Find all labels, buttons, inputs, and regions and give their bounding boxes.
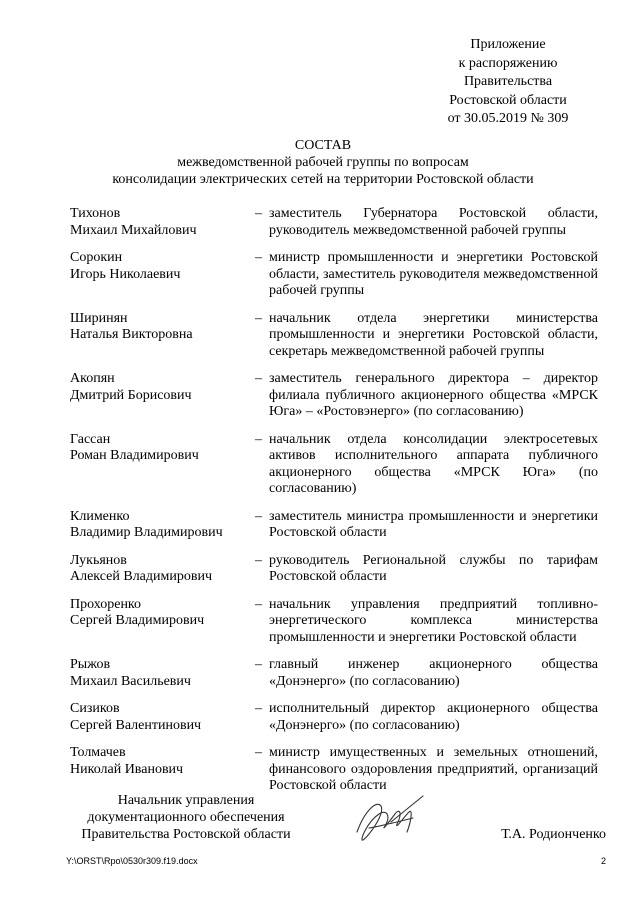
member-given-names: Сергей Валентинович [70,717,202,733]
member-row [70,509,598,542]
handwritten-signature [351,792,431,848]
appendix-line: Приложение [470,37,546,52]
members-list [70,206,598,806]
member-dash: – [255,701,262,716]
signatory-title-line: Начальник управления [117,793,255,808]
member-name [70,250,255,300]
signatory-name: Т.А. Родионченко [501,827,606,842]
member-row [70,311,598,361]
member-role: министр имущественных и земельных отношений, финансового оздоровления предприятий, организаций Ростовской области [269,745,598,793]
member-given-names: Роман Владимирович [70,448,199,463]
member-given-names: Алексей Владимирович [70,569,213,584]
member-role: начальник отдела консолидации электросетевых активов исполнительного аппарата публичного акционерного общества «МРСК Юга» (по согласованию) [269,431,598,496]
appendix-header [400,36,616,129]
member-given-names: Игорь Николаевич [70,266,181,282]
member-surname: Сорокин [70,250,123,265]
member-name [70,509,255,542]
member-given-names: Наталья Викторовна [70,327,193,342]
member-row [70,206,598,239]
member-role: заместитель генерального директора – директор филиала публичного акционерного общества «МРСК Юга» – «Ростовэнерго» (по согласованию) [269,371,598,419]
member-given-names: Сергей Владимирович [70,613,205,628]
member-given-names: Дмитрий Борисович [70,387,192,403]
member-row [70,701,598,734]
member-given-names: Михаил Михайлович [70,222,197,238]
document-subtitle-line: консолидации электрических сетей на территории Ростовской области [112,172,534,187]
member-row [70,553,598,586]
member-role: заместитель министра промышленности и энергетики Ростовской области [269,508,598,540]
member-surname: Ширинян [70,310,128,326]
document-subtitle-line: межведомственной рабочей группы по вопросам [177,155,469,170]
appendix-line: Правительства [463,74,553,89]
signatory-title-line: документационного обеспечения [87,810,285,825]
member-surname: Тихонов [70,206,121,221]
member-given-names: Николай Иванович [70,761,184,777]
member-row [70,657,598,690]
member-name [70,553,255,586]
document-title: СОСТАВ [294,138,352,153]
member-role: начальник отдела энергетики министерства промышленности и энергетики Ростовской области, секретарь межведомственной рабочей группы [269,310,598,359]
member-dash: – [255,371,262,386]
file-path: Y:\ORST\Rpo\0530r309.f19.docx [66,856,198,866]
member-role: заместитель Губернатора Ростовской области, руководитель межведомственной рабочей группы [269,206,598,238]
page-number: 2 [600,856,606,866]
member-surname: Акопян [70,371,115,386]
member-name [70,745,255,795]
member-role: руководитель Региональной службы по тарифам Ростовской области [269,552,598,584]
member-surname: Прохоренко [70,596,142,612]
member-role: главный инженер акционерного общества «Донэнерго» (по согласованию) [269,657,598,689]
member-name [70,206,255,239]
member-surname: Сизиков [70,701,120,716]
member-dash: – [255,596,262,612]
member-name [70,597,255,647]
member-name [70,311,255,361]
member-role: начальник управления предприятий топливно-энергетического комплекса министерства промышленности и энергетики Ростовской области [269,596,598,645]
member-row [70,432,598,498]
member-surname: Рыжов [70,657,111,672]
document-heading [60,137,586,188]
member-dash: – [255,657,262,672]
member-name [70,701,255,734]
member-dash: – [255,310,262,326]
member-surname: Лукьянов [70,552,127,568]
member-name [70,657,255,690]
member-dash: – [255,508,262,524]
member-dash: – [255,745,262,760]
member-name [70,432,255,498]
signatory-title-line: Правительства Ростовской области [81,827,291,842]
page-footer [66,856,606,866]
member-row [70,597,598,647]
member-name [70,371,255,421]
member-row [70,371,598,421]
member-surname: Толмачев [70,745,126,760]
member-dash: – [255,250,262,265]
signatory-title [66,792,306,843]
member-row [70,250,598,300]
member-dash: – [255,431,262,447]
member-surname: Клименко [70,508,130,524]
member-role: исполнительный директор акционерного общества «Донэнерго» (по согласованию) [269,701,598,733]
member-surname: Гассан [70,431,111,447]
signature-block [66,792,606,852]
appendix-line: Ростовской области [449,92,567,108]
member-role: министр промышленности и энергетики Ростовской области, заместитель руководителя межведомственной рабочей группы [269,250,598,298]
member-given-names: Михаил Васильевич [70,673,191,689]
member-row [70,745,598,795]
appendix-line: к распоряжению [458,55,558,71]
appendix-line: от 30.05.2019 № 309 [447,111,569,126]
member-dash: – [255,206,262,221]
member-dash: – [255,552,262,568]
member-given-names: Владимир Владимирович [70,525,223,540]
